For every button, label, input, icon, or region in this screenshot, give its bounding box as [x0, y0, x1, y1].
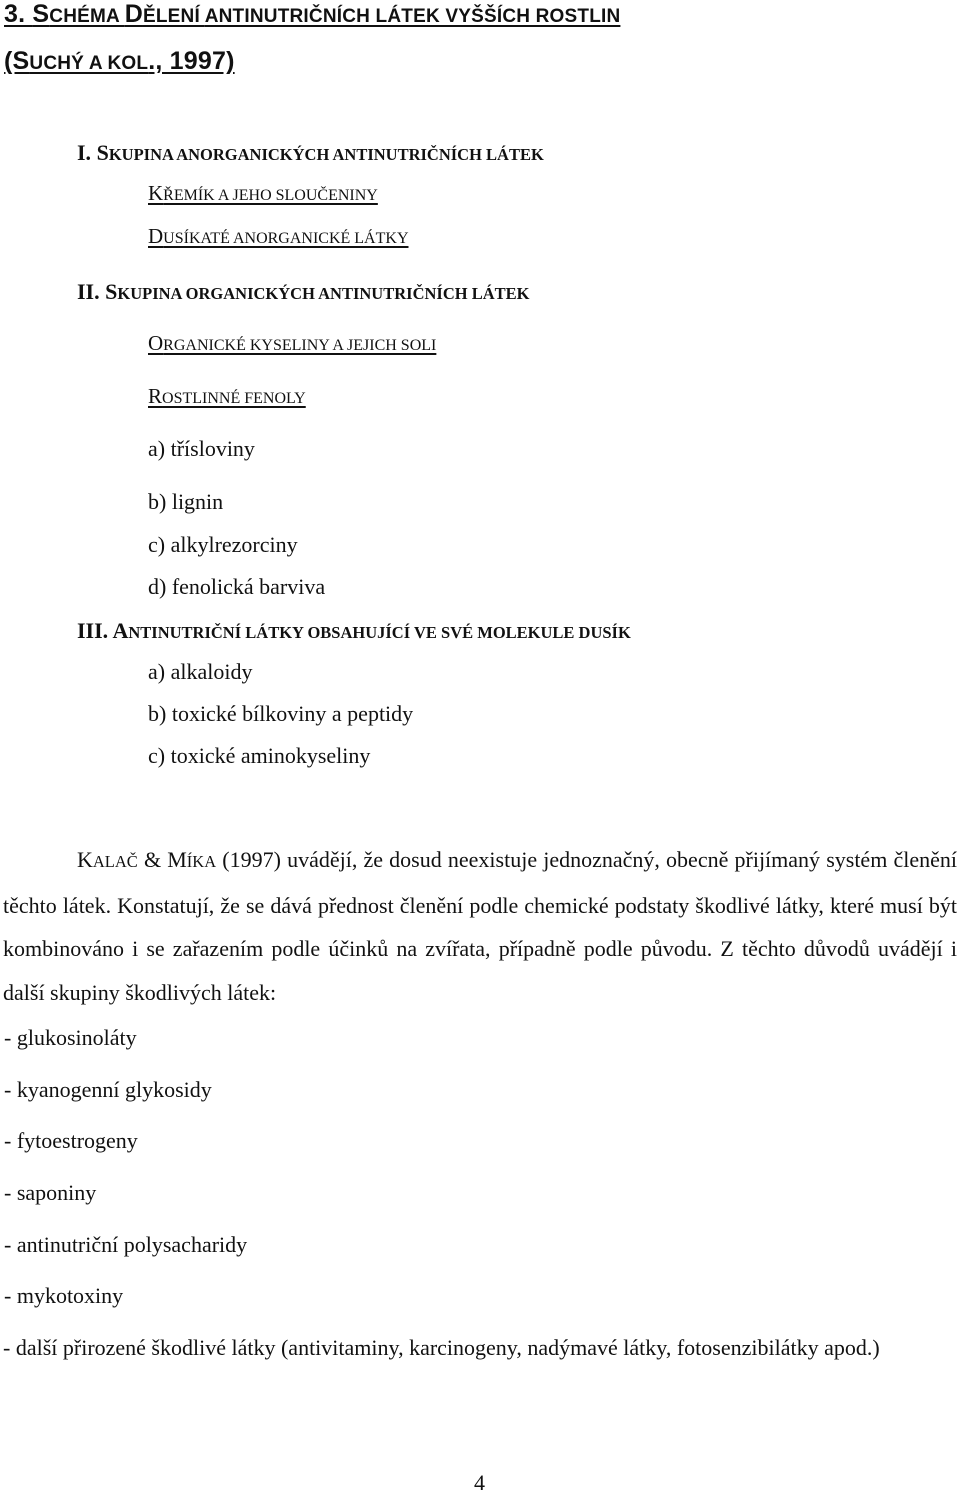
group-2-item-a: a) třísloviny	[148, 436, 255, 461]
group-2-item-d: d) fenolická barviva	[148, 574, 326, 599]
list-item: - kyanogenní glykosidy	[4, 1077, 212, 1102]
group-3-item-a: a) alkaloidy	[148, 659, 253, 684]
group-3-item-c: c) toxické aminokyseliny	[148, 743, 371, 768]
list-item: - mykotoxiny	[4, 1283, 124, 1308]
group-1-sub-2: DUSÍKATÉ ANORGANICKÉ LÁTKY	[148, 224, 409, 248]
group-2-item-c: c) alkylrezorciny	[148, 532, 298, 557]
heading-line-2: (SUCHÝ A KOL., 1997)	[4, 47, 235, 75]
group-1-heading: I. SKUPINA ANORGANICKÝCH ANTINUTRIČNÍCH LÁTEK	[77, 140, 544, 165]
group-2-heading: II. SKUPINA ORGANICKÝCH ANTINUTRIČNÍCH LÁTEK	[77, 279, 530, 304]
list-item: - antinutriční polysacharidy	[4, 1232, 248, 1257]
group-3-heading: III. ANTINUTRIČNÍ LÁTKY OBSAHUJÍCÍ VE SVÉ MOLEKULE DUSÍK	[77, 618, 631, 643]
list-item: - glukosinoláty	[4, 1025, 137, 1050]
page-number: 4	[474, 1470, 485, 1495]
group-3-item-b: b) toxické bílkoviny a peptidy	[148, 701, 414, 726]
group-2-sub-1: ORGANICKÉ KYSELINY A JEJICH SOLI	[148, 331, 437, 355]
list-item-last: - další přirozené škodlivé látky (antivitaminy, karcinogeny, nadýmavé látky, fotosenzibilátky apod.)	[3, 1335, 880, 1360]
group-2-sub-2: ROSTLINNÉ FENOLY	[148, 384, 306, 408]
group-2-item-b: b) lignin	[148, 489, 224, 514]
list-item: - saponiny	[4, 1180, 97, 1205]
body-paragraph: KALAČ & MÍKA (1997) uvádějí, že dosud neexistuje jednoznačný, obecně přijímaný systém členění těchto látek. Konstatují, že se dává přednost členění podle chemické podstaty škodlivé látky, které musí být kombinováno i se zařazením podle účinků na zvířata, případně podle původu. Z těchto důvodů uvádějí i další skupiny škodlivých látek:	[3, 847, 957, 1005]
list-item: - fytoestrogeny	[4, 1128, 138, 1153]
heading-line-1: 3. SCHÉMA DĚLENÍ ANTINUTRIČNÍCH LÁTEK VYŠŠÍCH ROSTLIN	[4, 0, 621, 28]
group-1-sub-1: KŘEMÍK A JEHO SLOUČENINY	[148, 181, 378, 205]
